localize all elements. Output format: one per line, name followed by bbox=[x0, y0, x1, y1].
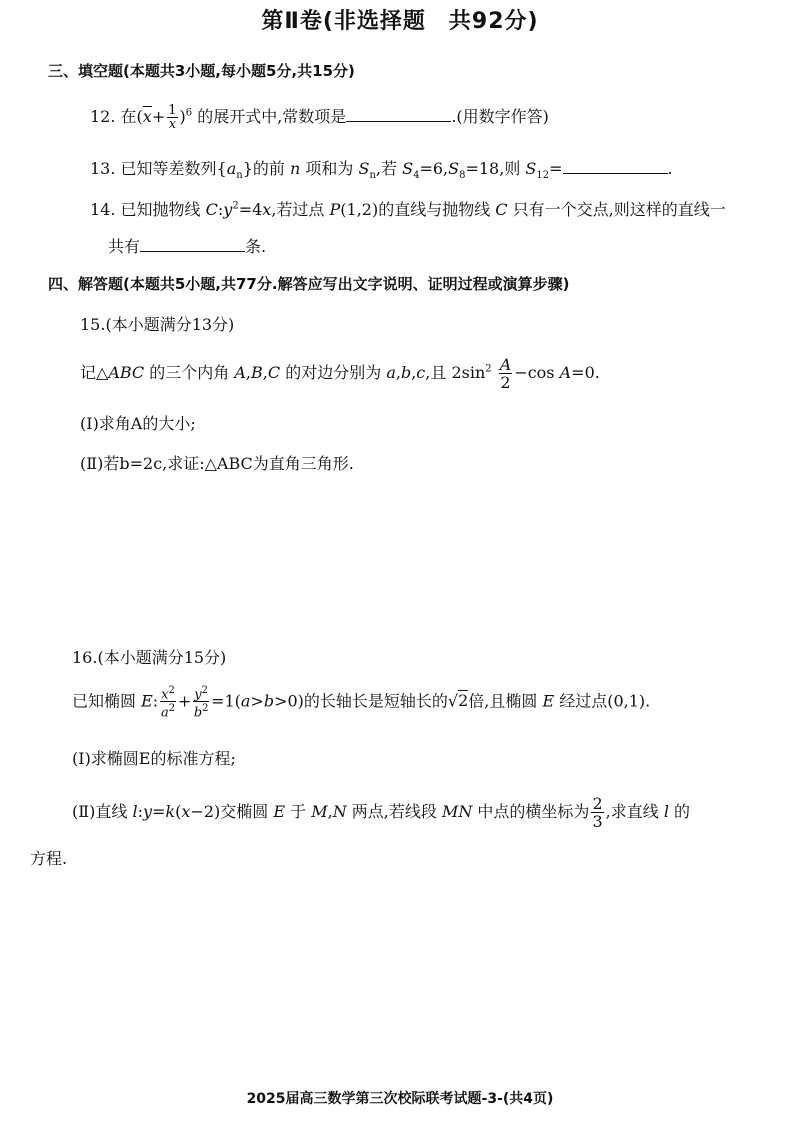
question-15-part-1: (Ⅰ)求角A的大小; bbox=[80, 414, 196, 433]
question-14: 14. 已知抛物线 $C:y^2=4x$,若过点 P(1,2)的直线与抛物线 C 只有一个交点,则这样的直线一 bbox=[90, 200, 726, 219]
question-15-part-2: (Ⅱ)若b=2c,求证:△ABC为直角三角形. bbox=[80, 454, 354, 473]
question-16-part-1: (Ⅰ)求椭圆E的标准方程; bbox=[72, 749, 236, 768]
section-3-heading: 三、填空题(本题共3小题,每小题5分,共15分) bbox=[48, 62, 355, 80]
question-14-line2: 共有 条. bbox=[108, 237, 267, 256]
question-16-part-2: (Ⅱ)直线 l:y=k(x−2)交椭圆 E 于 M,N 两点,若线段 MN 中点的横坐标为 $\frac{2}{3}$ ,求直线 l 的 bbox=[72, 794, 691, 831]
answer-blank-14[interactable] bbox=[140, 237, 245, 252]
section-4-heading: 四、解答题(本题共5小题,共77分.解答应写出文字说明、证明过程或演算步骤) bbox=[48, 275, 570, 293]
question-16-header: 16.(本小题满分15分) bbox=[72, 648, 227, 667]
question-16-stem: 已知椭圆 E: $\frac{x^2}{a^2}$ + $\frac{y^2}{b^2}$ =1(a>b>0)的长轴长是短轴长的√2倍,且椭圆 E 经过点(0,1). bbox=[72, 685, 651, 721]
question-15-stem: 记△ABC 的三个内角 A,B,C 的对边分别为 a,b,c,且 $2\sin^2$ $\frac{A}{2}$ −cos A=0. bbox=[80, 355, 600, 392]
question-12: 12. 在(x+ $\frac{1}{x}$ )$^6$ 的展开式中,常数项是 .(用数字作答) bbox=[90, 103, 549, 132]
page-footer: 2025届高三数学第三次校际联考试题-3-(共4页) bbox=[246, 1091, 554, 1107]
page-title: 第Ⅱ卷(非选择题 共92分) bbox=[261, 9, 539, 34]
answer-blank-12[interactable] bbox=[346, 107, 451, 122]
question-13: 13. 已知等差数列$\{a_n\}$的前 n 项和为 $S_n$,若 $S_4=6,S_8=18$,则 $S_{12}=$ . bbox=[90, 159, 673, 182]
answer-blank-13[interactable] bbox=[563, 159, 668, 174]
question-16-part-2-line2: 方程. bbox=[30, 849, 68, 868]
question-15-header: 15.(本小题满分13分) bbox=[80, 315, 235, 334]
